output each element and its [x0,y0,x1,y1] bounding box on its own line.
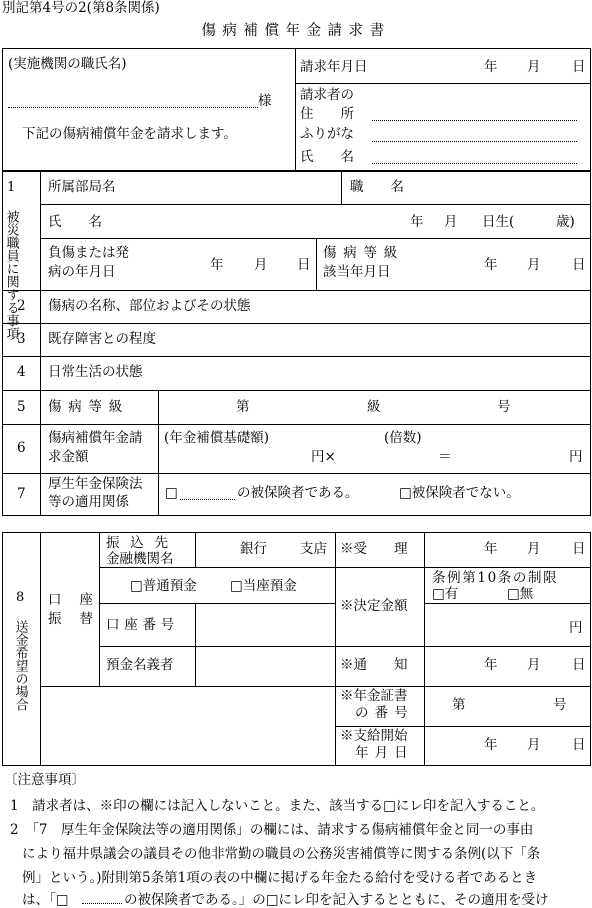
grade-date-label-1: 傷病等級 [323,245,404,261]
receipt-day: 日 [572,541,586,557]
yen-times: 円× [311,449,336,465]
insured-checkbox[interactable]: □ [165,485,178,501]
note-2-line-3: 例」という。)附則第5条第1項の表の中欄に掲げる年金たる給付を受ける者であるとき [22,870,538,886]
row3-number: 3 [17,331,26,347]
form-title: 傷病補償年金請求書 [201,23,391,39]
grade-dai: 第 [236,399,250,415]
injury-day-label: 日 [297,257,311,273]
row4-number: 4 [17,364,26,380]
bank-shiten: 支店 [300,541,327,557]
injury-month-label: 月 [254,257,268,273]
insurance-type-field[interactable] [180,499,235,500]
certificate-dai: 第 [452,697,466,713]
day-label: 日 [572,59,586,75]
certificate-label-1: ※年金証書 [340,688,408,704]
start-month: 月 [527,737,541,753]
start-year: 年 [484,737,498,753]
dept-label: 所属部局名 [48,179,116,195]
koza-label-2: 振 替 [48,611,93,627]
account-holder-label: 預金名義者 [106,657,174,673]
furigana-field[interactable] [372,141,577,142]
victim-name-label: 氏 名 [48,214,102,230]
row6-label-2: 求金額 [48,449,89,465]
grade-month-label: 月 [527,257,541,273]
multiplier-label: (倍数) [384,430,422,446]
birth-month-label: 月 [444,214,458,230]
notice-year: 年 [484,657,498,673]
request-date-label: 請求年月日 [300,59,368,75]
certificate-label-2: の番号 [355,705,414,721]
receipt-year: 年 [484,541,498,557]
address-field[interactable] [372,120,577,121]
note-2-line-1: 2 「7 厚生年金保険法等の適用関係」の欄には、請求する傷病補償年金と同一の事由 [10,822,534,838]
note-2-line-4a: は、「□ [22,892,69,908]
address-label-1: 請求者の [300,87,354,103]
decided-yen: 円 [569,620,583,636]
row7-label-2: 等の適用関係 [48,494,129,510]
note-dotted [82,903,122,904]
bank-ginko: 銀行 [240,541,267,557]
birth-year-label: 年 [410,214,424,230]
notice-month: 月 [527,657,541,673]
injury-year-label: 年 [210,257,224,273]
current-deposit-option[interactable]: □当座預金 [230,578,297,594]
grade-day-label: 日 [572,257,586,273]
notice-label: ※通 知 [340,657,408,673]
receipt-label: ※受 理 [340,541,408,557]
certificate-go: 号 [553,697,567,713]
name-field[interactable] [372,163,577,164]
restriction-yes[interactable]: □有 [432,586,459,602]
restriction-no[interactable]: □無 [507,586,534,602]
receipt-month: 月 [527,541,541,557]
section1-heading: 1 被災職員に関する事項 [3,180,19,340]
row5-number: 5 [17,399,26,415]
section8-heading: 8 送金希望の場合 [12,590,28,711]
name-label: 氏 名 [300,149,354,165]
agency-field[interactable] [8,107,258,108]
post-label: 職 名 [350,179,404,195]
row7-label-1: 厚生年金保険法 [48,476,143,492]
pension-base-label: (年金補償基礎額) [164,430,270,446]
row3-label: 既存障害との程度 [48,331,156,347]
yen-total: 円 [569,449,583,465]
decided-amount-label: ※決定金額 [340,598,408,614]
notice-day: 日 [572,657,586,673]
equals-sign: ＝ [438,449,452,465]
grade-kyu: 級 [367,399,381,415]
month-label: 月 [527,59,541,75]
note-2-line-2: により福井県議会の議員その他非常勤の職員の公務災害補償等に関する条例(以下「条 [22,846,541,862]
row2-number: 2 [17,298,26,314]
birth-day-label: 日生( [482,214,515,230]
annex-label: 別記第4号の2(第8条関係) [2,0,160,16]
koza-label-1: 口 座 [48,592,93,608]
row6-number: 6 [17,440,26,456]
bank-label-2: 金融機関名 [106,551,174,567]
grade-year-label: 年 [484,257,498,273]
start-date-label-1: ※支給開始 [340,728,408,744]
agency-label: (実施機関の職氏名) [8,56,127,72]
grade-date-label-2: 該当年月日 [323,264,391,280]
notes-heading: 〔注意事項〕 [4,772,85,788]
note-1: 1 請求者は、※印の欄には記入しないこと。また、該当する□にレ印を記入すること。 [10,798,545,814]
not-insured-option[interactable]: □被保険者でない。 [399,485,520,501]
account-number-label: 口座番号 [106,617,179,633]
insured-option: の被保険者である。 [237,485,359,501]
row6-label-1: 傷病補償年金請 [48,430,143,446]
sama-label: 様 [258,93,272,109]
request-text: 下記の傷病補償年金を請求します。 [22,126,237,142]
row4-label: 日常生活の状態 [48,364,143,380]
injury-date-label-1: 負傷または発 [48,245,129,261]
note-2-line-4b: の被保険者である。」の□にレ印を記入するとともに、その適用を受け [124,892,549,908]
age-label: 歳) [556,214,575,230]
furigana-label: ふりがな [300,126,354,142]
start-day: 日 [572,737,586,753]
row7-number: 7 [17,486,26,502]
row5-label: 傷病等級 [48,399,129,415]
year-label: 年 [484,59,498,75]
ordinary-deposit-option[interactable]: □普通預金 [130,578,197,594]
injury-date-label-2: 病の年月日 [48,264,116,280]
grade-go: 号 [497,399,511,415]
start-date-label-2: 年月日 [355,745,414,761]
restriction-label: 条例第10条の制限 [432,570,559,586]
row2-label: 傷病の名称、部位およびその状態 [48,298,251,314]
address-label-2: 住 所 [300,106,354,122]
bank-label-1: 振込先 [106,535,179,551]
